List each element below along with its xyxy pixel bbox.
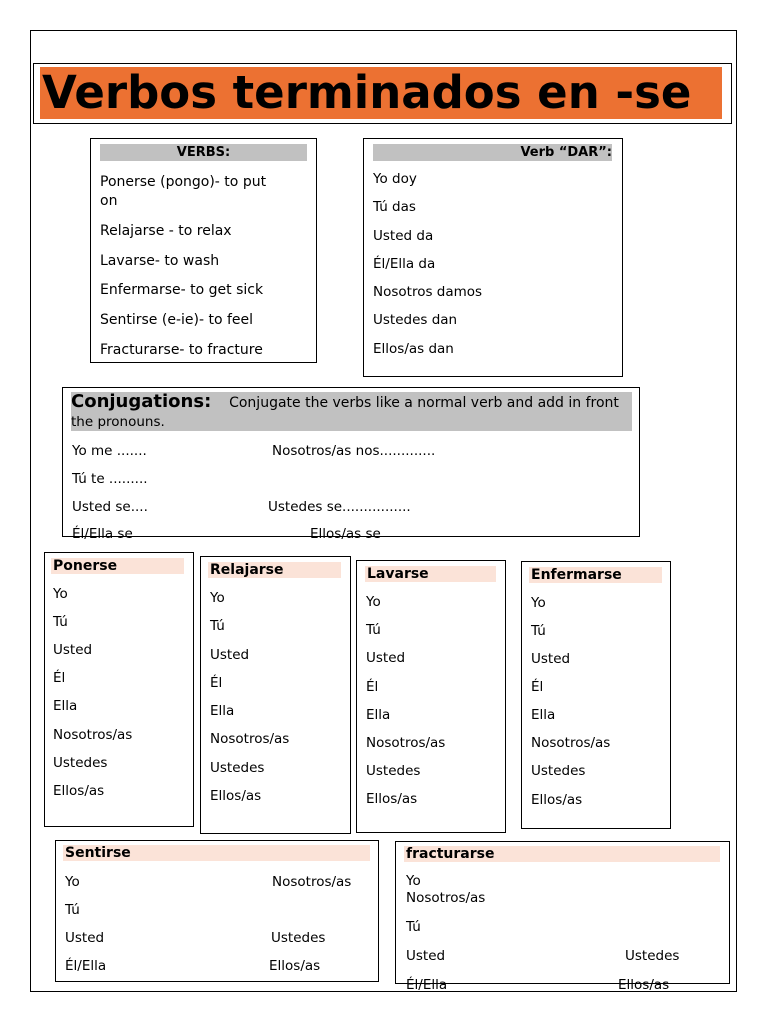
pronoun-label: Nosotros/as [272,874,352,890]
pronoun-label: Ellos/as [366,791,418,807]
pronoun-label: Ustedes [625,948,680,964]
conj-row-left: Yo me ....... [72,443,147,459]
conj-row-left: Tú te ......... [72,471,148,487]
pronoun-label: Ellos/as [210,788,262,804]
verb-table-ponerse [44,552,194,827]
conjugations-instruction-cont: the pronouns. [71,414,165,430]
pronoun-label: Él/Ella [406,977,448,993]
dar-box [363,138,623,377]
pronoun-label: Ellos/as [269,958,321,974]
pronoun-label: Usted [531,651,571,667]
pronoun-label: Él [531,679,544,695]
conjugations-box [62,387,640,542]
dar-item: Ellos/as dan [373,341,454,357]
pronoun-label: Nosotros/as [210,731,290,747]
pronoun-label: Yo [210,590,225,606]
pronoun-label: Nosotros/as [53,727,133,743]
pronoun-label: Ella [366,707,391,723]
pronoun-label: Tú [531,623,546,639]
verb-item: Lavarse- to wash [100,253,220,269]
verb-table-fracturarse [395,841,730,993]
pronoun-label: Ella [53,698,78,714]
dar-heading: Verb “DAR”: [373,144,612,161]
pronoun-label: Ella [531,707,556,723]
pronoun-label: Ellos/as [53,783,105,799]
verb-item: on [100,193,118,209]
pronoun-label: Yo [406,873,421,889]
verbs-box [90,138,317,363]
pronoun-label: Ustedes [271,930,326,946]
conj-row-right: Ellos/as se [310,526,381,542]
pronoun-label: Tú [65,902,80,918]
pronoun-label: Usted [406,948,446,964]
verb-table-heading: Ponerse [51,558,184,574]
conjugations-title: Conjugations: [71,391,212,412]
pronoun-label: Ellos/as [531,792,583,808]
pronoun-label: Ustedes [53,755,108,771]
pronoun-label: Nosotros/as [406,890,486,906]
verb-item: Relajarse - to relax [100,223,232,239]
verb-item: Sentirse (e-ie)- to feel [100,312,254,328]
pronoun-label: Usted [53,642,93,658]
pronoun-label: Tú [366,622,381,638]
pronoun-label: Ustedes [210,760,265,776]
verb-table-lavarse [356,560,506,833]
dar-item: Tú das [373,199,416,215]
pronoun-label: Tú [210,618,225,634]
pronoun-label: Ellos/as [618,977,670,993]
conjugations-instruction: Conjugate the verbs like a normal verb and add in front [229,395,619,411]
verb-item: Fracturarse- to fracture [100,342,263,358]
pronoun-label: Tú [53,614,68,630]
dar-item: Ustedes dan [373,312,458,328]
conj-row-left: Usted se.... [72,499,148,515]
dar-item: Nosotros damos [373,284,483,300]
pronoun-label: Nosotros/as [366,735,446,751]
verb-table-heading: Relajarse [208,562,341,578]
pronoun-label: Yo [65,874,80,890]
dar-item: Yo doy [373,171,417,187]
pronoun-label: Él [366,679,379,695]
page-title: Verbos terminados en -se [42,66,692,119]
verb-table-heading: Enfermarse [529,567,662,583]
pronoun-label: Él [210,675,223,691]
conj-row-right: Ustedes se................ [268,499,411,515]
pronoun-label: Yo [53,586,68,602]
pronoun-label: Usted [65,930,105,946]
dar-item: Usted da [373,228,434,244]
conjugations-header [71,391,619,414]
pronoun-label: Ustedes [531,763,586,779]
verb-item: Enfermarse- to get sick [100,282,264,298]
pronoun-label: Usted [366,650,406,666]
pronoun-label: Yo [366,594,381,610]
verb-table-heading: fracturarse [404,846,720,862]
verb-item: Ponerse (pongo)- to put [100,174,267,190]
verbs-heading: VERBS: [100,144,307,161]
pronoun-label: Él/Ella [65,958,107,974]
verb-table-enfermarse [521,561,671,829]
dar-item: Él/Ella da [373,256,436,272]
pronoun-label: Tú [406,919,421,935]
verb-table-relajarse [200,556,351,834]
pronoun-label: Ella [210,703,235,719]
pronoun-label: Yo [531,595,546,611]
verb-table-heading: Lavarse [365,566,496,582]
pronoun-label: Él [53,670,66,686]
verb-table-sentirse [55,840,379,982]
verb-table-heading: Sentirse [63,845,370,861]
conj-row-right: Nosotros/as nos............. [272,443,436,459]
pronoun-label: Usted [210,647,250,663]
pronoun-label: Ustedes [366,763,421,779]
conj-row-left: Él/Ella se [72,526,133,542]
pronoun-label: Nosotros/as [531,735,611,751]
